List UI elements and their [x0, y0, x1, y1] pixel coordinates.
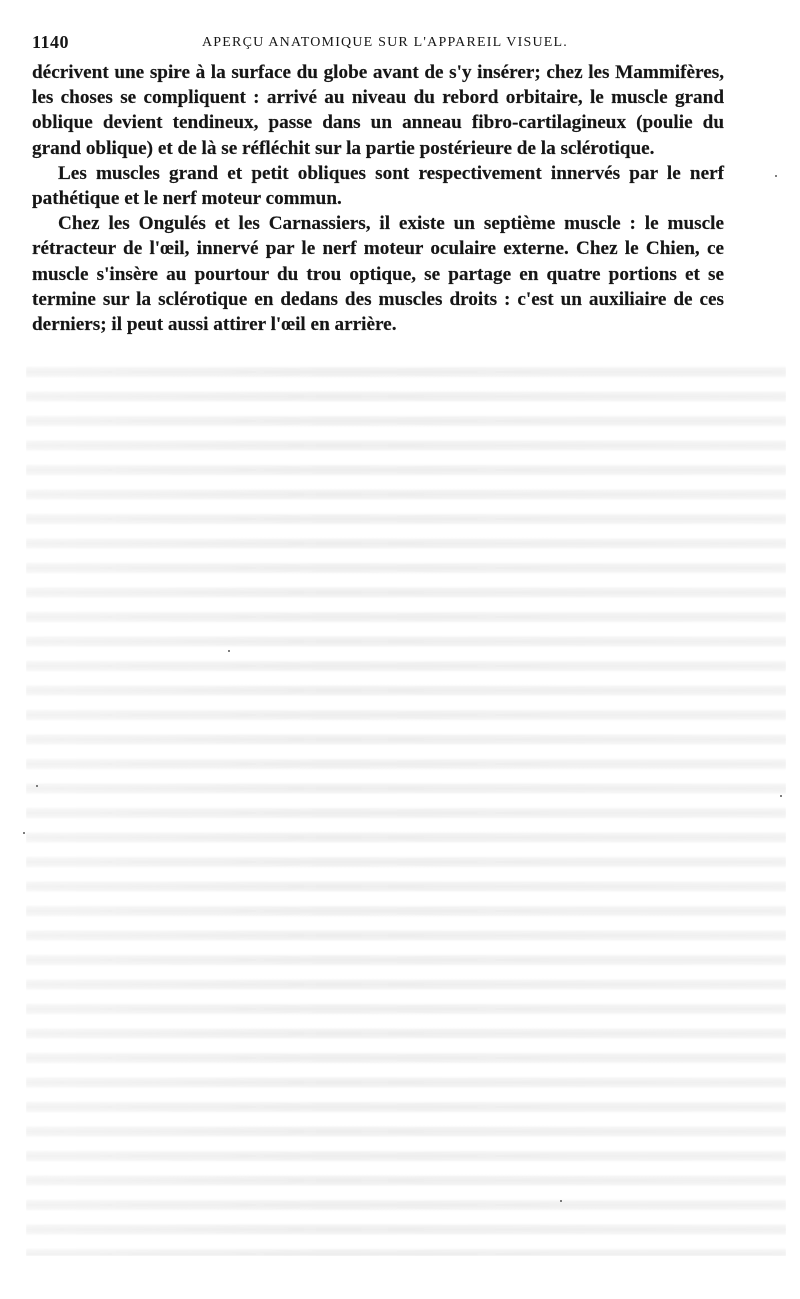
paper-speck: [560, 1200, 562, 1202]
body-text: [32, 60, 724, 337]
paper-speck: [775, 175, 777, 177]
paper-speck: [228, 650, 230, 652]
paper-speck: [780, 795, 782, 797]
paper-speck: [23, 832, 25, 834]
paragraph: décrivent une spire à la surface du globe avant de s'y insérer; chez les Mammifères, les choses se compliquent : arrivé au niveau du rebord orbitaire, le muscle grand oblique devient tendineux, passe dans un anneau fibro-cartilagineux (poulie du grand oblique) et de là se réfléchit sur la partie postérieure de la sclérotique.: [32, 62, 724, 159]
page-number: 1140: [32, 32, 70, 52]
bleed-through-texture: [26, 356, 786, 1256]
running-head: APERÇU ANATOMIQUE SUR L'APPAREIL VISUEL.: [202, 35, 568, 50]
page-header: [32, 32, 762, 54]
paper-speck: [36, 785, 38, 787]
paragraph: Chez les Ongulés et les Carnassiers, il existe un septième muscle : le muscle rétracteur de l'œil, innervé par le nerf moteur oculaire externe. Chez le Chien, ce muscle s'insère au pourtour du trou optique, se partage en quatre portions et se termine sur la sclérotique en dedans des muscles droits : c'est un auxiliaire de ces derniers; il peut aussi attirer l'œil en arrière.: [32, 213, 724, 336]
paragraph: Les muscles grand et petit obliques sont respectivement innervés par le nerf pathétique et le nerf moteur commun.: [32, 162, 724, 210]
